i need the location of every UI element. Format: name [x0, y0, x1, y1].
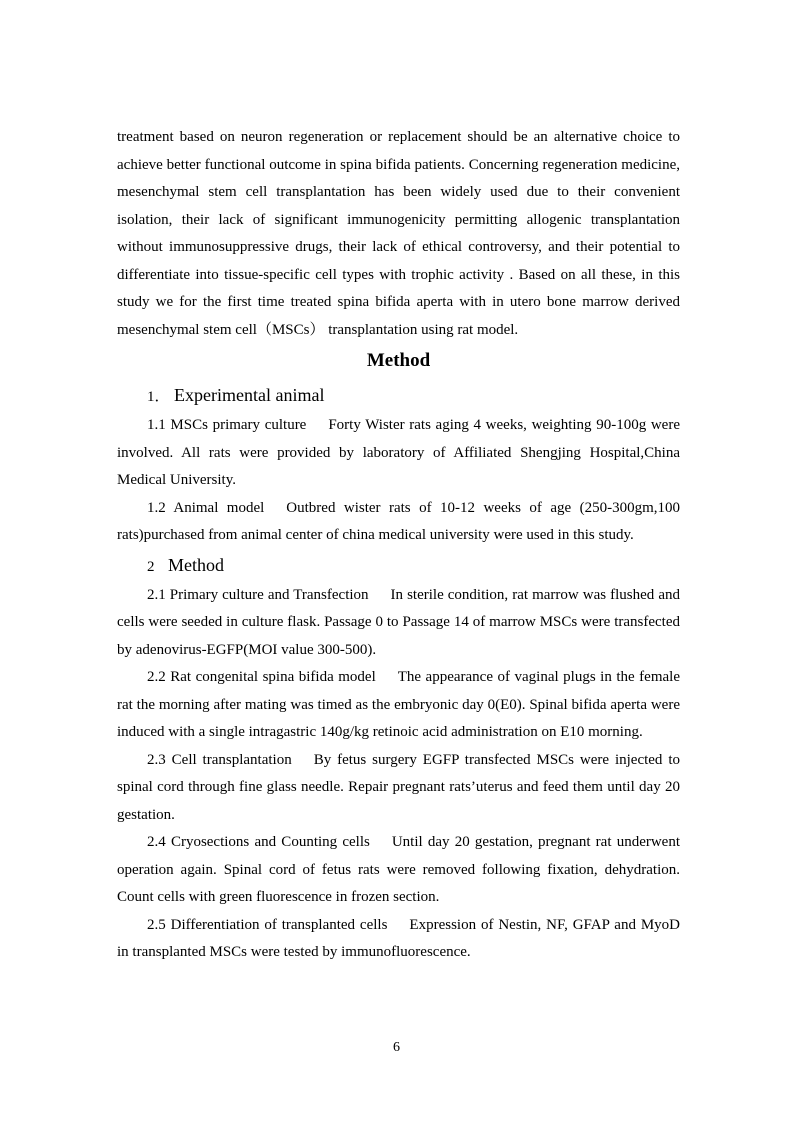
item-2-3-label: 2.3 Cell transplantation	[147, 751, 292, 768]
item-2-3-text: By fetus surgery EGFP transfected MSCs were injected to spinal cord through fine glass needle. Repair pregnant rats’uterus and feed them until day 20 gestation.	[117, 751, 681, 823]
section-1-number: 1．	[147, 389, 170, 405]
item-2-5	[117, 912, 680, 967]
section-2-title: Method	[168, 554, 224, 575]
item-1-2-text: Outbred wister rats of 10-12 weeks of age (250-300gm,100 rats)purchased from animal center of china medical university were used in this study.	[117, 499, 680, 543]
item-1-1-text: Forty Wister rats aging 4 weeks, weighting 90-100g were involved. All rats were provided by laboratory of Affiliated Shengjing Hospital,China Medical University.	[117, 417, 680, 488]
section-2-heading	[117, 550, 680, 582]
page-number: 6	[393, 1040, 400, 1055]
item-2-1	[117, 582, 680, 665]
item-2-2	[117, 664, 680, 747]
section-1-title: Experimental animal	[174, 385, 325, 405]
item-2-1-label: 2.1 Primary culture and Transfection	[147, 586, 369, 603]
item-2-2-text: The appearance of vaginal plugs in the female rat the morning after mating was timed as the embryonic day 0(E0). Spinal bifida aperta were induced with a single intragastric 140g/kg retinoic acid administration on E10 morning.	[117, 669, 680, 740]
item-2-5-label: 2.5 Differentiation of transplanted cells	[147, 916, 388, 933]
item-2-4-label: 2.4 Cryosections and Counting cells	[147, 834, 370, 850]
paper-page	[117, 124, 680, 967]
item-2-2-label: 2.2 Rat congenital spina bifida model	[147, 669, 376, 685]
item-2-4	[117, 829, 680, 912]
section-1-heading	[117, 380, 680, 412]
method-heading: Method	[366, 350, 431, 371]
item-2-3	[117, 747, 680, 830]
item-1-2-label: 1.2 Animal model	[147, 499, 265, 516]
item-2-5-text: Expression of Nestin, NF, GFAP and MyoD in transplanted MSCs were tested by immunofluorescence.	[117, 916, 680, 960]
intro-paragraph: treatment based on neuron regeneration or replacement should be an alternative choice to achieve better functional outcome in spina bifida patients. Concerning regeneration medicine, mesenchymal stem cell transplantation has been widely used due to their convenient isolation, their lack of significant immunogenicity permitting allogenic transplantation without immunosuppressive drugs, their lack of ethical controversy, and their potential to differentiate into tissue-specific cell types with trophic activity . Based on all these, in this study we for the first time treated spina bifida aperta with in utero bone marrow derived mesenchymal stem cell（MSCs） transplantation using rat model.	[117, 129, 680, 338]
section-2-number: 2	[147, 558, 155, 575]
item-1-1	[117, 412, 680, 495]
item-1-1-label: 1.1 MSCs primary culture	[147, 417, 307, 433]
item-2-4-text: Until day 20 gestation, pregnant rat underwent operation again. Spinal cord of fetus rats were removed following fixation, dehydration. Count cells with green fluorescence in frozen section.	[117, 834, 681, 905]
item-2-1-text: In sterile condition, rat marrow was flushed and cells were seeded in culture flask. Passage 0 to Passage 14 of marrow MSCs were transfected by adenovirus-EGFP(MOI value 300-500).	[117, 586, 680, 658]
item-1-2	[117, 495, 680, 550]
